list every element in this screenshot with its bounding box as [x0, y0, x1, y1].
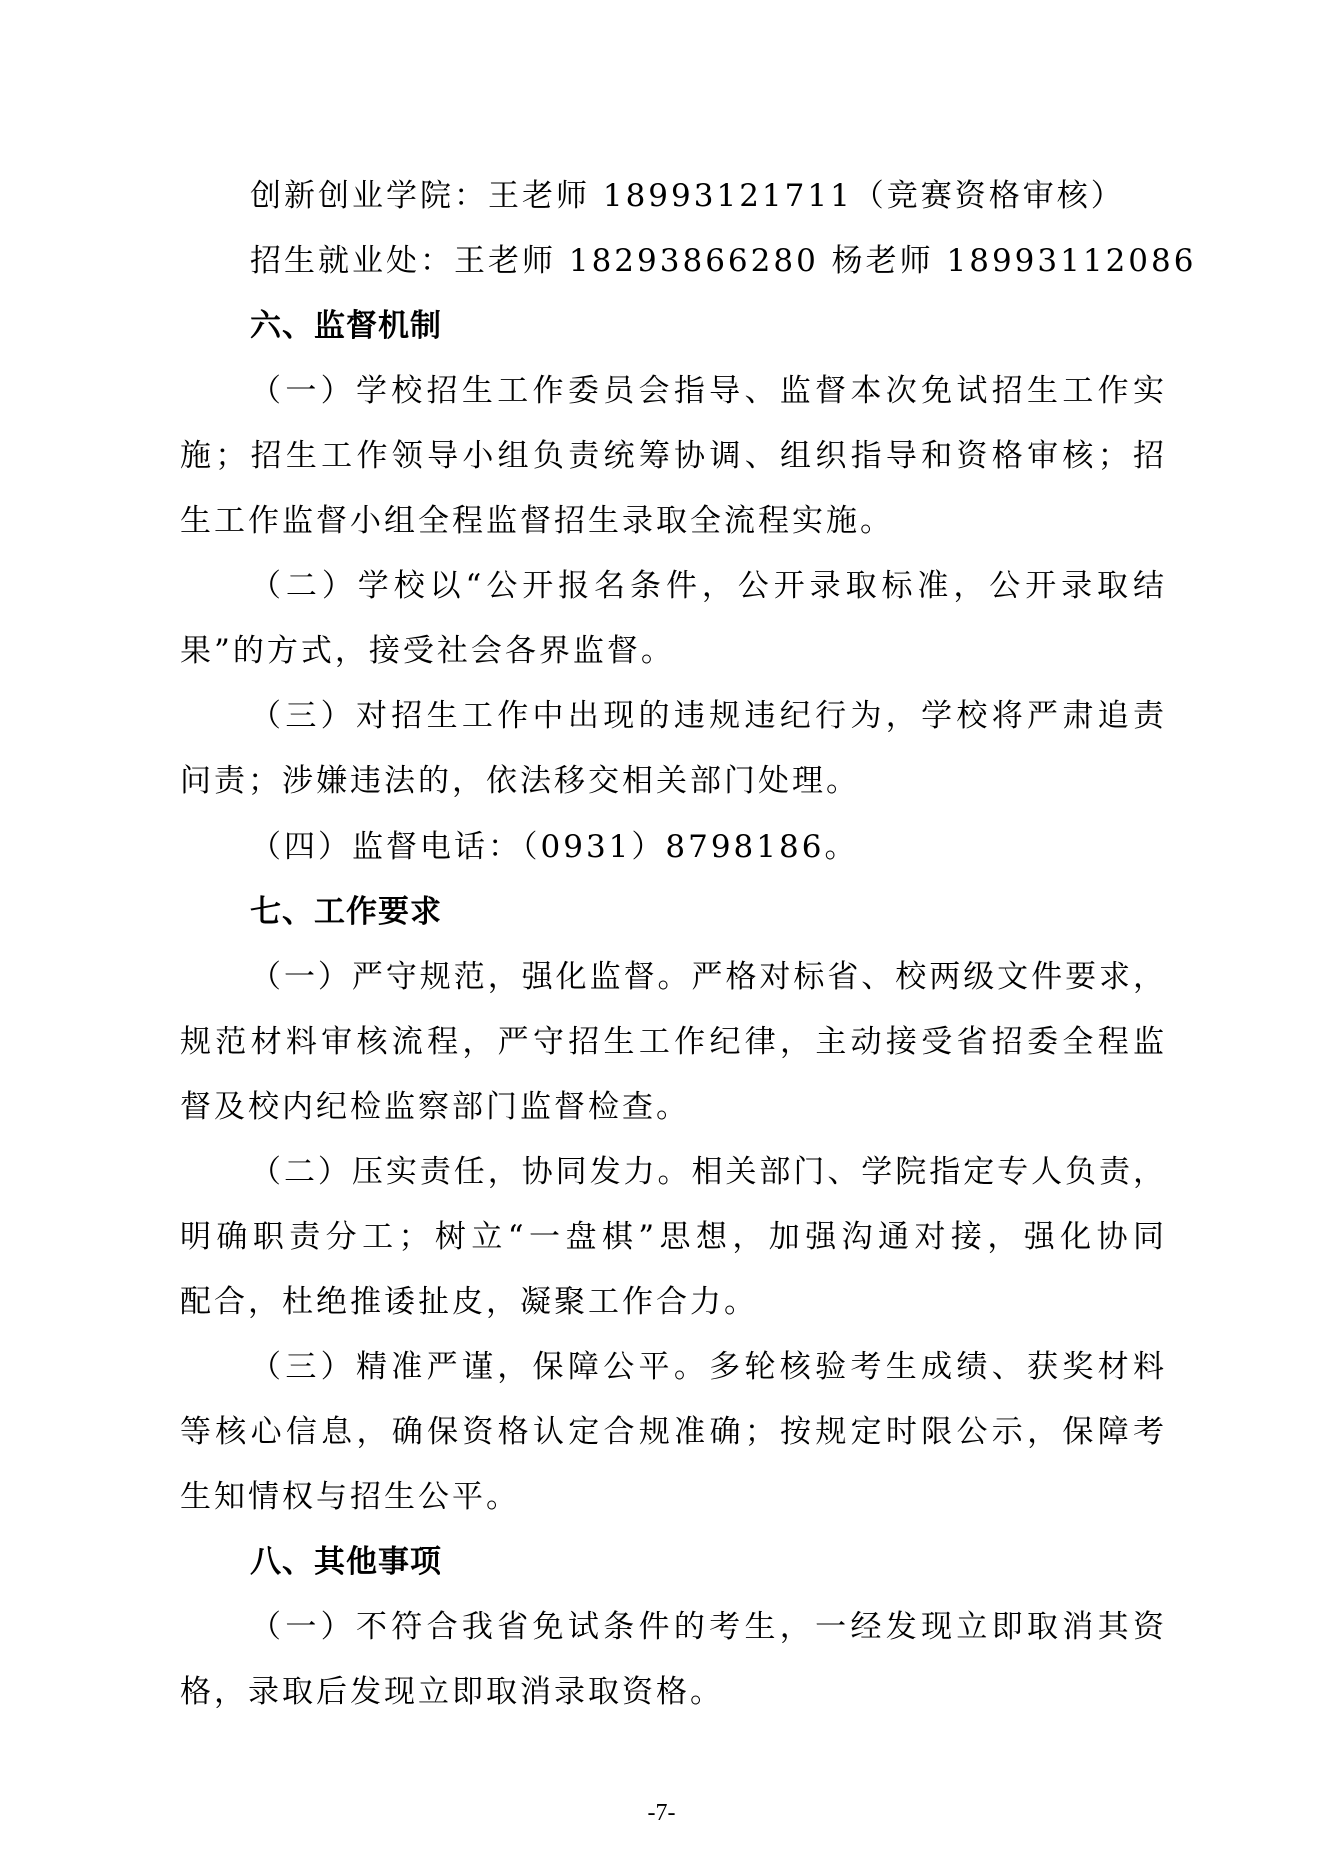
paragraph-line: （一）不符合我省免试条件的考生，一经发现立即取消其资 — [250, 1609, 1164, 1646]
paragraph-line: （四）监督电话：（0931）8798186。 — [250, 828, 859, 865]
paragraph-line: 等核心信息，确保资格认定合规准确；按规定时限公示，保障考 — [180, 1413, 1164, 1450]
paragraph-line: 生知情权与招生公平。 — [180, 1479, 520, 1515]
paragraph-line: 招生就业处：王老师 18293866280 杨老师 18993112086 — [250, 243, 1197, 280]
section-heading: 八、其他事项 — [250, 1544, 442, 1581]
paragraph-line: 格，录取后发现立即取消录取资格。 — [180, 1674, 724, 1711]
paragraph-line: 问责；涉嫌违法的，依法移交相关部门处理。 — [180, 763, 860, 800]
paragraph-line: （三）精准严谨，保障公平。多轮核验考生成绩、获奖材料 — [250, 1348, 1164, 1385]
paragraph-line: （一）学校招生工作委员会指导、监督本次免试招生工作实 — [250, 373, 1164, 410]
paragraph-line: 规范材料审核流程，严守招生工作纪律，主动接受省招委全程监 — [180, 1023, 1164, 1060]
paragraph-line: 果”的方式，接受社会各界监督。 — [180, 633, 675, 670]
paragraph-line: 配合，杜绝推诿扯皮，凝聚工作合力。 — [180, 1283, 758, 1320]
paragraph-line: 明确职责分工；树立“一盘棋”思想，加强沟通对接，强化协同 — [180, 1218, 1164, 1255]
section-heading: 六、监督机制 — [250, 308, 442, 345]
paragraph-line: 督及校内纪检监察部门监督检查。 — [180, 1088, 690, 1125]
paragraph-line: （三）对招生工作中出现的违规违纪行为，学校将严肃追责 — [250, 698, 1164, 735]
paragraph-line: （二）学校以“公开报名条件，公开录取标准，公开录取结 — [250, 568, 1164, 605]
paragraph-line: （二）压实责任，协同发力。相关部门、学院指定专人负责， — [250, 1153, 1164, 1190]
paragraph-line: 施；招生工作领导小组负责统筹协调、组织指导和资格审核；招 — [180, 438, 1164, 475]
page-number: -7- — [647, 1800, 676, 1826]
paragraph-line: （一）严守规范，强化监督。严格对标省、校两级文件要求， — [250, 958, 1164, 995]
paragraph-line: 生工作监督小组全程监督招生录取全流程实施。 — [180, 503, 894, 540]
section-heading: 七、工作要求 — [250, 893, 442, 930]
paragraph-line: 创新创业学院：王老师 18993121711（竞赛资格审核） — [250, 178, 1125, 214]
